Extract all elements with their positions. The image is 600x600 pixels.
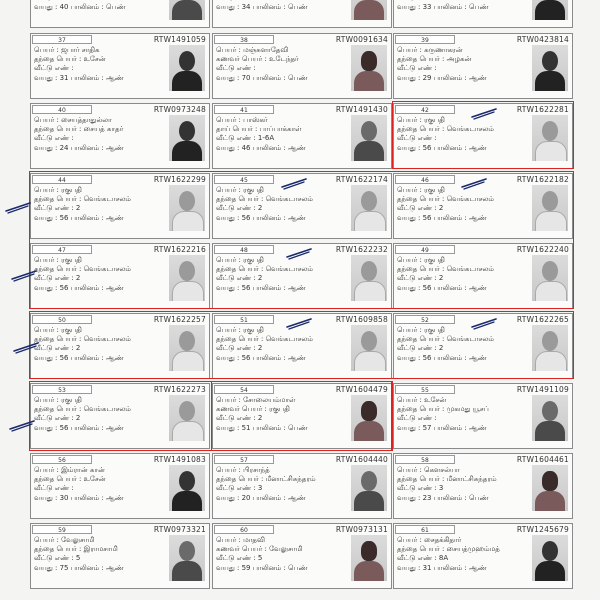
voter-card xyxy=(212,383,392,449)
relation-name: தந்தை பெயர் : வெங்கடாசலம் xyxy=(34,265,131,273)
photo-head xyxy=(361,401,377,421)
epic-number: RTW1491109 xyxy=(516,385,569,394)
photo-head xyxy=(542,471,558,491)
voter-card xyxy=(393,33,573,99)
voter-card xyxy=(30,103,210,169)
serial-number: 60 xyxy=(214,525,274,534)
voter-name: பெயர் : பிரசாந்த் xyxy=(216,466,270,474)
age-gender: வயது : 24 பாலினம் : ஆண் xyxy=(34,144,124,152)
voter-photo xyxy=(532,325,568,371)
photo-body xyxy=(535,141,567,161)
voter-photo xyxy=(532,45,568,91)
voter-name: பெயர் : சைதக்கிதார் xyxy=(397,536,462,544)
photo-body xyxy=(354,0,384,20)
photo-head xyxy=(542,121,558,141)
house-number: வீட்டு எண் : 3 xyxy=(397,484,444,492)
voter-photo xyxy=(351,185,387,231)
age-gender: வயது : 70 பாலினம் : பெண் xyxy=(216,74,308,82)
epic-number: RTW1622232 xyxy=(335,245,388,254)
voter-card xyxy=(212,523,392,589)
age-gender: வயது : 51 பாலினம் : பெண் xyxy=(216,424,308,432)
photo-body xyxy=(172,281,204,301)
serial-number: 59 xyxy=(32,525,92,534)
voter-name: பெயர் : மஞ்சுளாதேவி xyxy=(216,46,289,54)
age-gender: வயது : 30 பாலினம் : ஆண் xyxy=(34,494,124,502)
relation-name: கணவர் பெயர் : உடேந்தர் xyxy=(216,55,299,63)
photo-head xyxy=(361,471,377,491)
epic-number: RTW1622240 xyxy=(516,245,569,254)
voter-photo xyxy=(532,115,568,161)
voter-card xyxy=(212,243,392,309)
house-number: வீட்டு எண் : xyxy=(397,64,437,72)
relation-name: தந்தை பெயர் : வெங்கடாசலம் xyxy=(34,195,131,203)
voter-name: பெயர் : ரகுபதி xyxy=(34,326,82,334)
voter-card xyxy=(393,523,573,589)
voter-name: பெயர் : ரகுபதி xyxy=(397,326,445,334)
photo-body xyxy=(172,491,202,511)
relation-name: கணவர் பெயர் : ரகுபதி xyxy=(216,405,290,413)
relation-name: தந்தை பெயர் : இராமசாமி xyxy=(34,545,118,553)
relation-name: தந்தை பெயர் : வெங்கடாசலம் xyxy=(216,265,313,273)
house-number: வீட்டு எண் : xyxy=(34,64,74,72)
voter-photo xyxy=(532,535,568,581)
photo-body xyxy=(172,351,204,371)
serial-number: 45 xyxy=(214,175,274,184)
epic-number: RTW1604440 xyxy=(335,455,388,464)
house-number: வீட்டு எண் : xyxy=(216,64,256,72)
relation-name: தந்தை பெயர் : வெங்கடாசலம் xyxy=(216,195,313,203)
serial-number: 41 xyxy=(214,105,274,114)
photo-head xyxy=(361,51,377,71)
house-number: வீட்டு எண் : 2 xyxy=(216,414,263,422)
voter-card xyxy=(212,33,392,99)
photo-head xyxy=(179,191,195,211)
age-gender: வயது : 56 பாலினம் : ஆண் xyxy=(397,284,487,292)
serial-number: 56 xyxy=(32,455,92,464)
voter-card xyxy=(30,383,210,449)
voter-name: பெயர் : வேலுசாமி xyxy=(34,536,95,544)
epic-number: RTW1604479 xyxy=(335,385,388,394)
photo-head xyxy=(179,401,195,421)
house-number: வீட்டு எண் : 2 xyxy=(216,274,263,282)
house-number xyxy=(397,0,522,2)
photo-head xyxy=(542,191,558,211)
house-number: வீட்டு எண் : 2 xyxy=(397,204,444,212)
voter-photo xyxy=(169,325,205,371)
house-number: வீட்டு எண் : xyxy=(34,134,74,142)
relation-name: தந்தை பெயர் : வெங்கடாசலம் xyxy=(397,335,494,343)
serial-number: 44 xyxy=(32,175,92,184)
voter-photo xyxy=(351,395,387,441)
photo-body xyxy=(354,211,386,231)
voter-card xyxy=(393,0,573,28)
house-number: வீட்டு எண் : 2 xyxy=(397,344,444,352)
epic-number: RTW0423814 xyxy=(516,35,569,44)
voter-card xyxy=(393,243,573,309)
epic-number: RTW1609858 xyxy=(335,315,388,324)
voter-photo xyxy=(532,185,568,231)
photo-body xyxy=(354,561,384,581)
age-gender: வயது : 56 பாலினம் : ஆண் xyxy=(34,354,124,362)
epic-number: RTW0973131 xyxy=(335,525,388,534)
photo-body xyxy=(172,0,202,20)
epic-number: RTW1622273 xyxy=(153,385,206,394)
house-number xyxy=(216,0,341,2)
serial-number: 40 xyxy=(32,105,92,114)
serial-number: 61 xyxy=(395,525,455,534)
pen-mark-icon xyxy=(4,200,32,214)
serial-number: 50 xyxy=(32,315,92,324)
serial-number: 57 xyxy=(214,455,274,464)
age-gender: வயது : 56 பாலினம் : ஆண் xyxy=(34,214,124,222)
age-gender: வயது : 33 பாலினம் : பெண் xyxy=(397,3,489,11)
photo-head xyxy=(361,191,377,211)
house-number: வீட்டு எண் : 2 xyxy=(34,414,81,422)
age-gender: வயது : 31 பாலினம் : ஆண் xyxy=(397,564,487,572)
photo-body xyxy=(172,71,202,91)
photo-head xyxy=(179,51,195,71)
serial-number: 49 xyxy=(395,245,455,254)
voter-name: பெயர் : உசேன் xyxy=(397,396,447,404)
voter-photo xyxy=(169,465,205,511)
voter-card xyxy=(393,173,573,239)
voter-photo xyxy=(351,115,387,161)
serial-number: 38 xyxy=(214,35,274,44)
voter-photo xyxy=(532,0,568,20)
photo-head xyxy=(361,261,377,281)
photo-head xyxy=(179,331,195,351)
voter-photo xyxy=(169,255,205,301)
voter-card xyxy=(30,313,210,379)
voter-photo xyxy=(169,0,205,20)
age-gender: வயது : 56 பாலினம் : ஆண் xyxy=(216,214,306,222)
age-gender: வயது : 31 பாலினம் : ஆண் xyxy=(34,74,124,82)
photo-body xyxy=(354,281,386,301)
voter-name: பெயர் : ரகுபதி xyxy=(34,396,82,404)
photo-body xyxy=(535,351,567,371)
epic-number: RTW0973248 xyxy=(153,105,206,114)
relation-name: தந்தை பெயர் : வெங்கடாசலம் xyxy=(397,265,494,273)
serial-number: 48 xyxy=(214,245,274,254)
epic-number: RTW1622257 xyxy=(153,315,206,324)
voter-name: பெயர் : ரகுபதி xyxy=(216,326,264,334)
house-number: வீட்டு எண் : xyxy=(397,414,437,422)
voter-card xyxy=(212,173,392,239)
voter-photo xyxy=(351,465,387,511)
photo-head xyxy=(542,261,558,281)
voter-name: பெயர் : ரகுபதி xyxy=(397,256,445,264)
voter-name: பெயர் : ரகுபதி xyxy=(397,186,445,194)
relation-name: தந்தை பெயர் : உசேன் xyxy=(34,475,106,483)
voter-card xyxy=(30,0,210,28)
serial-number: 47 xyxy=(32,245,92,254)
age-gender: வயது : 29 பாலினம் : ஆண் xyxy=(397,74,487,82)
epic-number: RTW1622182 xyxy=(516,175,569,184)
age-gender: வயது : 57 பாலினம் : ஆண் xyxy=(397,424,487,432)
photo-body xyxy=(172,561,202,581)
serial-number: 55 xyxy=(395,385,455,394)
voter-card xyxy=(212,0,392,28)
age-gender: வயது : 20 பாலினம் : ஆண் xyxy=(216,494,306,502)
voter-name: பெயர் : சோலையம்மாள் xyxy=(216,396,296,404)
house-number: வீட்டு எண் : 3 xyxy=(216,484,263,492)
photo-head xyxy=(179,541,195,561)
relation-name: தந்தை பெயர் : வெங்கடாசலம் xyxy=(34,335,131,343)
photo-body xyxy=(535,421,565,441)
house-number: வீட்டு எண் : 2 xyxy=(34,274,81,282)
voter-name: பெயர் : கருணாகரன் xyxy=(397,46,463,54)
house-number: வீட்டு எண் : xyxy=(34,484,74,492)
epic-number: RTW1245679 xyxy=(516,525,569,534)
epic-number: RTW1491430 xyxy=(335,105,388,114)
voter-name: பெயர் : ரகுபதி xyxy=(397,116,445,124)
voter-card xyxy=(212,453,392,519)
photo-body xyxy=(535,491,565,511)
epic-number: RTW1622299 xyxy=(153,175,206,184)
house-number: வீட்டு எண் : 2 xyxy=(397,274,444,282)
voter-photo xyxy=(169,395,205,441)
relation-name: தந்தை பெயர் : வெங்கடாசலம் xyxy=(216,335,313,343)
photo-head xyxy=(361,331,377,351)
voter-name: பெயர் : கௌசல்யா xyxy=(397,466,460,474)
voter-name: பெயர் : ரகுபதி xyxy=(216,186,264,194)
age-gender: வயது : 40 பாலினம் : பெண் xyxy=(34,3,126,11)
voter-photo xyxy=(351,0,387,20)
relation-name: தந்தை பெயர் : மீனாட்சிசுந்தரம் xyxy=(216,475,316,483)
serial-number: 52 xyxy=(395,315,455,324)
voter-photo xyxy=(351,255,387,301)
photo-body xyxy=(535,0,565,20)
age-gender: வயது : 56 பாலினம் : ஆண் xyxy=(34,424,124,432)
photo-body xyxy=(354,71,384,91)
relation-name: தந்தை பெயர் : உசேன் xyxy=(34,55,106,63)
serial-number: 39 xyxy=(395,35,455,44)
voter-photo xyxy=(532,465,568,511)
age-gender: வயது : 75 பாலினம் : ஆண் xyxy=(34,564,124,572)
epic-number: RTW1622174 xyxy=(335,175,388,184)
age-gender: வயது : 59 பாலினம் : பெண் xyxy=(216,564,308,572)
relation-name: தந்தை பெயர் : சையத் காதர் xyxy=(34,125,124,133)
relation-name: தந்தை பெயர் : சையத்முஹம்மத் xyxy=(397,545,500,553)
age-gender: வயது : 23 பாலினம் : பெண் xyxy=(397,494,489,502)
photo-body xyxy=(354,141,384,161)
voter-name: பெயர் : இம்ரான் கான் xyxy=(34,466,105,474)
voter-card xyxy=(393,383,573,449)
photo-head xyxy=(179,121,195,141)
voter-name: பெயர் : மாதவி xyxy=(216,536,265,544)
serial-number: 53 xyxy=(32,385,92,394)
photo-body xyxy=(354,351,386,371)
relation-name: தந்தை பெயர் : வெங்கடாசலம் xyxy=(397,195,494,203)
photo-body xyxy=(535,281,567,301)
photo-body xyxy=(535,71,565,91)
photo-head xyxy=(542,541,558,561)
voter-card xyxy=(212,103,392,169)
photo-body xyxy=(535,211,567,231)
photo-body xyxy=(172,421,204,441)
photo-head xyxy=(179,261,195,281)
voter-name: பெயர் : சையத்தாதுல்லா xyxy=(34,116,112,124)
serial-number: 42 xyxy=(395,105,455,114)
photo-head xyxy=(361,541,377,561)
relation-name: கணவர் பெயர் : வேலுசாமி xyxy=(216,545,303,553)
photo-body xyxy=(535,561,565,581)
serial-number: 58 xyxy=(395,455,455,464)
serial-number: 37 xyxy=(32,35,92,44)
voter-name: பெயர் : பாஸ்கர் xyxy=(216,116,268,124)
voter-card xyxy=(393,313,573,379)
age-gender: வயது : 56 பாலினம் : ஆண் xyxy=(34,284,124,292)
voter-card xyxy=(212,313,392,379)
voter-name: பெயர் : ரகுபதி xyxy=(216,256,264,264)
relation-name: தந்தை பெயர் : வெங்கடாசலம் xyxy=(34,405,131,413)
epic-number: RTW1622216 xyxy=(153,245,206,254)
age-gender: வயது : 56 பாலினம் : ஆண் xyxy=(397,354,487,362)
photo-head xyxy=(542,331,558,351)
house-number: வீட்டு எண் : xyxy=(397,134,437,142)
age-gender: வயது : 56 பாலினம் : ஆண் xyxy=(397,214,487,222)
house-number: வீட்டு எண் : 2 xyxy=(216,204,263,212)
voter-photo xyxy=(351,325,387,371)
photo-body xyxy=(354,421,384,441)
voter-card xyxy=(30,523,210,589)
relation-name: தாய் பெயர் : பாப்பாக்காள் xyxy=(216,125,302,133)
photo-head xyxy=(361,121,377,141)
photo-body xyxy=(172,141,202,161)
age-gender: வயது : 34 பாலினம் : பெண் xyxy=(216,3,308,11)
voter-name: பெயர் : ஜபார் சாதிக xyxy=(34,46,100,54)
voter-photo xyxy=(351,45,387,91)
voter-name: பெயர் : ரகுபதி xyxy=(34,186,82,194)
photo-body xyxy=(172,211,204,231)
relation-name: தந்தை பெயர் : அழகன் xyxy=(397,55,472,63)
house-number: வீட்டு எண் : 2 xyxy=(34,344,81,352)
photo-head xyxy=(179,471,195,491)
age-gender: வயது : 56 பாலினம் : ஆண் xyxy=(216,284,306,292)
voter-photo xyxy=(532,255,568,301)
photo-head xyxy=(542,401,558,421)
voter-card xyxy=(393,453,573,519)
voter-photo xyxy=(169,535,205,581)
voter-card xyxy=(30,453,210,519)
epic-number: RTW1491083 xyxy=(153,455,206,464)
house-number: வீட்டு எண் : 5 xyxy=(34,554,81,562)
house-number: வீட்டு எண் : 8A xyxy=(397,554,449,562)
voter-photo xyxy=(351,535,387,581)
epic-number: RTW0091634 xyxy=(335,35,388,44)
voter-card xyxy=(30,243,210,309)
house-number: வீட்டு எண் : 2 xyxy=(34,204,81,212)
serial-number: 54 xyxy=(214,385,274,394)
epic-number: RTW0973321 xyxy=(153,525,206,534)
house-number: வீட்டு எண் : 1-6A xyxy=(216,134,275,142)
house-number: வீட்டு எண் : 5 xyxy=(216,554,263,562)
voter-photo xyxy=(169,115,205,161)
relation-name: தந்தை பெயர் : வெங்கடாசலம் xyxy=(397,125,494,133)
house-number xyxy=(34,0,159,2)
voter-card xyxy=(30,173,210,239)
photo-head xyxy=(542,51,558,71)
epic-number: RTW1622265 xyxy=(516,315,569,324)
house-number: வீட்டு எண் : 2 xyxy=(216,344,263,352)
relation-name: தந்தை பெயர் : முகமது யூசப் xyxy=(397,405,489,413)
age-gender: வயது : 46 பாலினம் : ஆண் xyxy=(216,144,306,152)
voter-photo xyxy=(169,185,205,231)
epic-number: RTW1622281 xyxy=(516,105,569,114)
voter-card xyxy=(30,33,210,99)
voter-photo xyxy=(532,395,568,441)
serial-number: 46 xyxy=(395,175,455,184)
photo-body xyxy=(354,491,384,511)
age-gender: வயது : 56 பாலினம் : ஆண் xyxy=(216,354,306,362)
epic-number: RTW1491059 xyxy=(153,35,206,44)
relation-name: தந்தை பெயர் : மீனாட்சிசுந்தரம் xyxy=(397,475,497,483)
epic-number: RTW1604461 xyxy=(516,455,569,464)
voter-photo xyxy=(169,45,205,91)
age-gender: வயது : 56 பாலினம் : ஆண் xyxy=(397,144,487,152)
voter-name: பெயர் : ரகுபதி xyxy=(34,256,82,264)
voter-card xyxy=(393,103,573,169)
serial-number: 51 xyxy=(214,315,274,324)
